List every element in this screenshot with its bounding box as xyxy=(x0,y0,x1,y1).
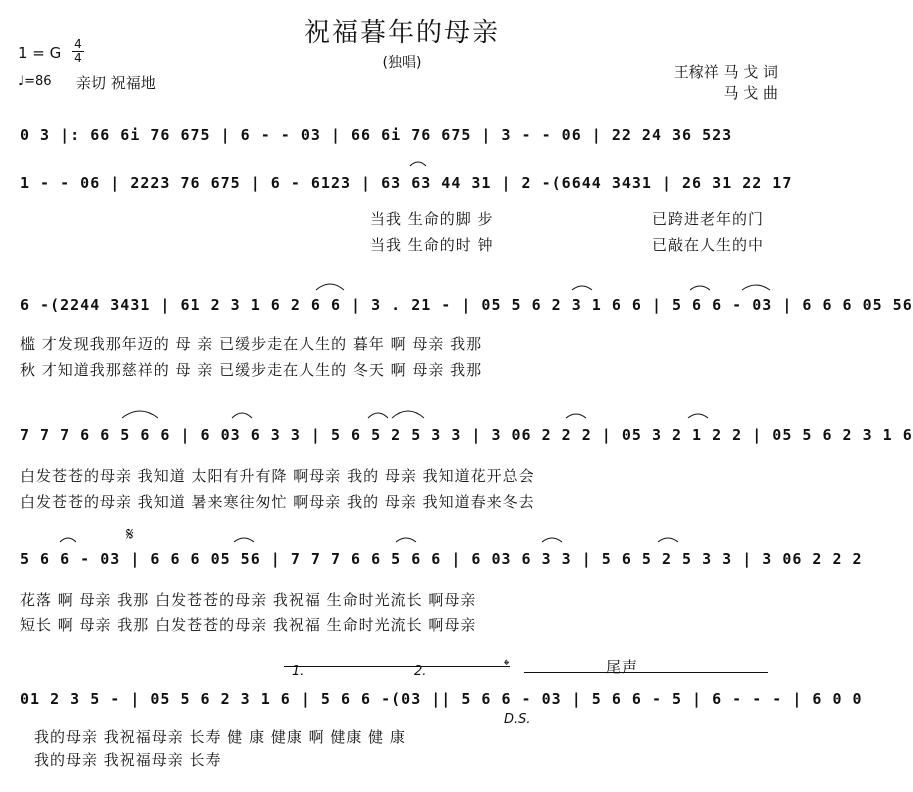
lyric-line-2-verse2-a: 当我 生命的时 钟 xyxy=(370,236,494,254)
notation-line-5: 5 6 6 - 03 | 6 6 6 05 56 | 7 7 7 6 6 5 6 6 | 6 03 6 3 3 | 5 6 5 2 5 3 3 | 3 06 2 2 2 xyxy=(20,550,863,568)
notation-line-4: 7 7 7 6 6 5 6 6 | 6 03 6 3 3 | 5 6 5 2 5 3 3 | 3 06 2 2 2 | 05 3 2 1 2 2 | 05 5 6 2 3 1 6 xyxy=(20,426,913,444)
lyric-line-2-verse1-a: 当我 生命的脚 步 xyxy=(370,210,494,228)
key-signature: 1 = G xyxy=(18,44,62,62)
lyric-line-3-verse2: 秋 才知道我那慈祥的 母 亲 已缓步走在人生的 冬天 啊 母亲 我那 xyxy=(20,361,483,379)
notation-line-3: 6 -(2244 3431 | 61 2 3 1 6 2 6 6 | 3 . 21 - | 05 5 6 2 3 1 6 6 | 5 6 6 - 03 | 6 6 6 05 56 xyxy=(20,296,913,314)
lyric-line-4-verse2: 白发苍苍的母亲 我知道 暑来寒往匆忙 啊母亲 我的 母亲 我知道春来冬去 xyxy=(20,493,535,511)
song-subtitle: (独唱) xyxy=(382,55,422,71)
second-ending-label: 2. xyxy=(414,664,427,679)
coda-icon: 𝄌 xyxy=(504,656,510,674)
lyric-line-4-verse1: 白发苍苍的母亲 我知道 太阳有升有降 啊母亲 我的 母亲 我知道花开总会 xyxy=(20,467,535,485)
segno-icon: 𝄋 xyxy=(126,524,134,545)
expression-marking: 亲切 祝福地 xyxy=(76,74,156,92)
tempo-value: =86 xyxy=(24,74,52,89)
lyric-line-6-verse1: 我的母亲 我祝福母亲 长寿 健 康 健康 啊 健康 健 康 xyxy=(34,728,406,746)
notation-line-6: 01 2 3 5 - | 05 5 6 2 3 1 6 | 5 6 6 -(03 || 5 6 6 - 03 | 5 6 6 - 5 | 6 - - - | 6 0 0 xyxy=(20,690,863,708)
lyricist-credit: 王稼祥 马 戈 词 xyxy=(673,63,778,81)
quarter-note-icon: ♩ xyxy=(18,74,25,89)
coda-label: 尾声 xyxy=(606,658,639,676)
lyric-line-3-verse1: 槛 才发现我那年迈的 母 亲 已缓步走在人生的 暮年 啊 母亲 我那 xyxy=(20,335,483,353)
song-title: 祝福暮年的母亲 xyxy=(303,18,500,48)
notation-line-2: 1 - - 06 | 2223 76 675 | 6 - 6123 | 63 63 44 31 | 2 -(6644 3431 | 26 31 22 17 xyxy=(20,174,793,192)
dal-segno-marking: D.S. xyxy=(504,712,531,727)
meter-top: 4 xyxy=(74,37,82,51)
lyric-line-2-verse1-b: 已跨进老年的门 xyxy=(652,210,765,228)
lyric-line-2-verse2-b: 已敲在人生的中 xyxy=(652,236,765,254)
lyric-line-5-verse2: 短长 啊 母亲 我那 白发苍苍的母亲 我祝福 生命时光流长 啊母亲 xyxy=(20,616,477,634)
first-ending-label: 1. xyxy=(292,664,305,679)
composer-credit: 马 戈 曲 xyxy=(723,84,778,102)
lyric-line-5-verse1: 花落 啊 母亲 我那 白发苍苍的母亲 我祝福 生命时光流长 啊母亲 xyxy=(20,591,477,609)
lyric-line-6-verse2: 我的母亲 我祝福母亲 长寿 xyxy=(34,751,222,769)
notation-line-1: 0 3 |: 66 6i 76 675 | 6 - - 03 | 66 6i 76 675 | 3 - - 06 | 22 24 36 523 xyxy=(20,126,733,144)
meter-bottom: 4 xyxy=(72,51,84,65)
